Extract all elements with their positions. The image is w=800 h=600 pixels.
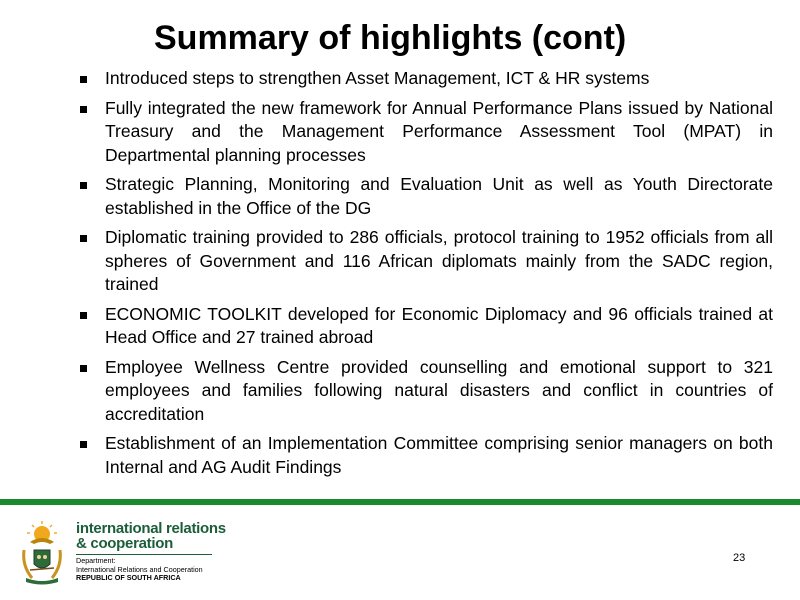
- list-item: [80, 432, 773, 479]
- list-item: [80, 356, 773, 427]
- slide-title: Summary of highlights (cont): [154, 19, 627, 57]
- department-label: Department:: [76, 556, 116, 565]
- bullet-text: Introduced steps to strengthen Asset Management, ICT & HR systems: [105, 68, 650, 88]
- page-number: 23: [733, 552, 746, 564]
- bullet-text: Fully integrated the new framework for Annual Performance Plans issued by National Treasury and the Management Performance Assessment Tool (MPAT) in Departmental planning processes: [105, 97, 773, 165]
- list-item: [80, 226, 773, 297]
- bullet-text: Establishment of an Implementation Committee comprising senior managers on both Internal and AG Audit Findings: [105, 433, 773, 477]
- bullet-icon: [80, 312, 87, 319]
- bullet-icon: [80, 106, 87, 113]
- department-name: International Relations and Cooperation: [76, 564, 203, 574]
- bullet-text: ECONOMIC TOOLKIT developed for Economic Diplomacy and 96 officials trained at Head Office and 27 trained abroad: [105, 303, 773, 347]
- brand-divider: [76, 554, 212, 555]
- country-name: REPUBLIC OF SOUTH AFRICA: [76, 573, 181, 582]
- department-branding: [76, 520, 226, 583]
- list-item: [80, 67, 773, 91]
- bullet-text: Strategic Planning, Monitoring and Evaluation Unit as well as Youth Directorate established in the Office of the DG: [105, 174, 773, 218]
- bullet-text: Diplomatic training provided to 286 officials, protocol training to 1952 officials from all spheres of Government and 116 African diplomats mainly from the SADC region, trained: [105, 227, 773, 294]
- brand-name-line-2: & cooperation: [76, 535, 173, 552]
- bullet-icon: [80, 365, 87, 372]
- list-item: [80, 303, 773, 350]
- bullet-icon: [80, 441, 87, 448]
- bullet-icon: [80, 76, 87, 83]
- highlights-list: [80, 67, 773, 485]
- footer-divider: [0, 499, 800, 505]
- bullet-icon: [80, 235, 87, 242]
- list-item: [80, 97, 773, 168]
- bullet-text: Employee Wellness Centre provided counselling and emotional support to 321 employees and families following natural disasters and conflict in countries of accreditation: [105, 356, 773, 424]
- slide-title-container: [0, 18, 800, 58]
- brand-name-line-1: international relations: [76, 520, 226, 537]
- bullet-icon: [80, 182, 87, 189]
- coat-of-arms-icon: [18, 520, 66, 586]
- list-item: [80, 173, 773, 220]
